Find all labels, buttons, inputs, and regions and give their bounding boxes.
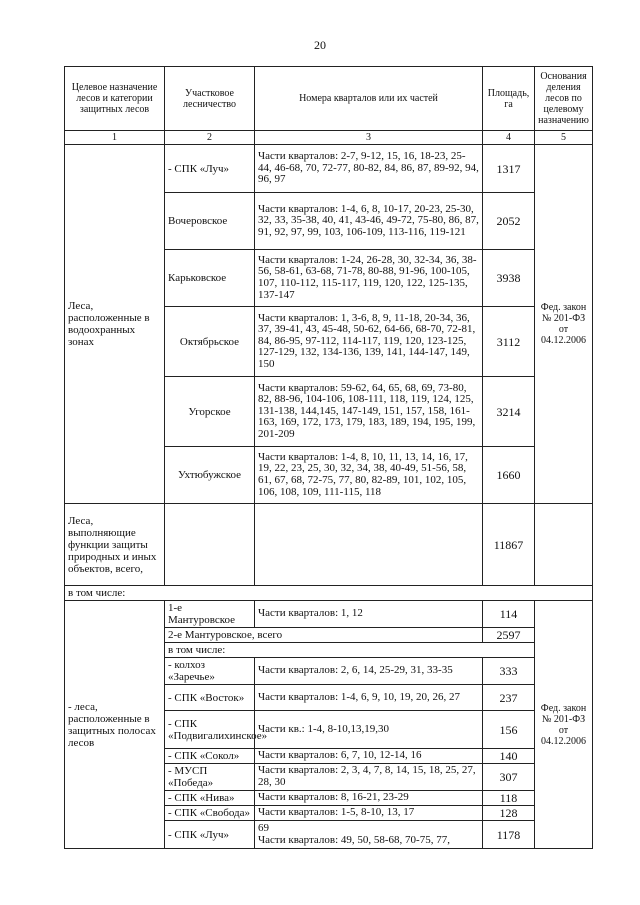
quarters-list: Части кварталов: 1, 12: [255, 601, 483, 628]
header-basis: Основания деления лесов по целевому назначению: [535, 67, 593, 131]
forestry-name: - СПК «Нива»: [165, 791, 255, 806]
including-label: в том числе:: [165, 643, 535, 658]
legal-basis: Фед. закон № 201-ФЗ от 04.12.2006: [535, 145, 593, 504]
area-value: 2052: [483, 193, 535, 250]
quarters-list: Части кварталов: 1-4, 6, 9, 10, 19, 20, 26, 27: [255, 685, 483, 711]
quarters-list: Части кварталов: 8, 16-21, 23-29: [255, 791, 483, 806]
quarters-list: Части кварталов: 6, 7, 10, 12-14, 16: [255, 749, 483, 764]
forestry-name: Октябрьское: [165, 307, 255, 377]
forestry-name: - МУСП «Победа»: [165, 764, 255, 791]
quarters-list: Части кварталов: 1-4, 6, 8, 10-17, 20-23, 25-30, 32, 33, 35-38, 40, 41, 43-46, 49-72, 75-80, 86, 87, 91, 92, 97, 99, 103, 106-109, 113-116, 119-121: [255, 193, 483, 250]
table-row: [65, 586, 593, 601]
quarters-list: Части кварталов: 1, 3-6, 8, 9, 11-18, 20-34, 36, 37, 39-41, 43, 45-48, 50-62, 64-66, 68-70, 72-81, 84, 86-95, 97-112, 114-117, 119, 120, 123-125, 127-129, 132, 134-136, 139, 141, 144-147, 149, 150: [255, 307, 483, 377]
quarters-list: Части кварталов: 1-5, 8-10, 13, 17: [255, 806, 483, 821]
including-label: в том числе:: [65, 586, 593, 601]
header-forestry: Участковое лесничество: [165, 67, 255, 131]
column-number: 2: [165, 131, 255, 145]
area-value: 140: [483, 749, 535, 764]
forestry-name: Ухтюбужское: [165, 447, 255, 504]
forest-allocation-table: [64, 66, 593, 849]
page-number: 20: [314, 38, 326, 52]
forestry-name: - колхоз «Заречье»: [165, 658, 255, 685]
area-value: 1317: [483, 145, 535, 193]
area-value: 3938: [483, 250, 535, 307]
table-row: [65, 145, 593, 193]
quarters-list: Части кварталов: 59-62, 64, 65, 68, 69, 73-80, 82, 88-96, 104-106, 108-111, 118, 119, 124, 125, 131-138, 144,145, 147-149, 151, 157, 158, 161-163, 169, 172, 173, 179, 183, 189, 194, 195, 199, 201-209: [255, 377, 483, 447]
forestry-name: 2-е Мантуровское, всего: [165, 628, 483, 643]
category-water-protection: Леса, расположенные в водоохранных зонах: [65, 145, 165, 504]
header-quarters: Номера кварталов или их частей: [255, 67, 483, 131]
area-value: 3112: [483, 307, 535, 377]
quarters-list: Части кварталов: 1-24, 26-28, 30, 32-34, 36, 38-56, 58-61, 63-68, 71-78, 80-88, 91-96, 100-105, 107, 110-112, 115-117, 119, 120, 122, 125-135, 137-147: [255, 250, 483, 307]
forestry-name: - СПК «Свобода»: [165, 806, 255, 821]
forestry-name: - СПК «Подвигалихинское»: [165, 711, 255, 749]
column-number: 4: [483, 131, 535, 145]
forestry-name: Вочеровское: [165, 193, 255, 250]
area-value: 333: [483, 658, 535, 685]
area-value: 156: [483, 711, 535, 749]
table-header-row: [65, 67, 593, 131]
quarters-list: Части кв.: 1-4, 8-10,13,19,30: [255, 711, 483, 749]
area-value: 118: [483, 791, 535, 806]
category-protective-strips: - леса, расположенные в защитных полосах лесов: [65, 601, 165, 849]
area-value: 307: [483, 764, 535, 791]
header-area: Площадь, га: [483, 67, 535, 131]
area-value: 1660: [483, 447, 535, 504]
quarters-list: 69 Части кварталов: 49, 50, 58-68, 70-75, 77,: [255, 821, 483, 849]
column-number-row: [65, 131, 593, 145]
forestry-name: - СПК «Луч»: [165, 145, 255, 193]
forestry-name: - СПК «Луч»: [165, 821, 255, 849]
forestry-name: Угорское: [165, 377, 255, 447]
forestry-name: - СПК «Восток»: [165, 685, 255, 711]
quarters-list: Части кварталов: 2-7, 9-12, 15, 16, 18-23, 25-44, 46-68, 70, 72-77, 80-82, 84, 86, 87, 89-92, 94, 96, 97: [255, 145, 483, 193]
category-protective-functions: Леса, выполняющие функции защиты природных и иных объектов, всего,: [65, 504, 165, 586]
legal-basis: Фед. закон № 201-ФЗ от 04.12.2006: [535, 601, 593, 849]
column-number: 5: [535, 131, 593, 145]
quarters-list: Части кварталов: 2, 6, 14, 25-29, 31, 33-35: [255, 658, 483, 685]
forestry-name: - СПК «Сокол»: [165, 749, 255, 764]
area-value: 3214: [483, 377, 535, 447]
quarters-list: Части кварталов: 1-4, 8, 10, 11, 13, 14, 16, 17, 19, 22, 23, 25, 30, 32, 34, 38, 40-49, 51-56, 58, 61, 67, 68, 72-75, 77, 80, 82-89, 101, 102, 105, 106, 108, 109, 111-115, 118: [255, 447, 483, 504]
area-value: 114: [483, 601, 535, 628]
table-row: [65, 504, 593, 586]
forestry-name: 1-е Мантуровское: [165, 601, 255, 628]
column-number: 1: [65, 131, 165, 145]
quarters-list: Части кварталов: 2, 3, 4, 7, 8, 14, 15, 18, 25, 27, 28, 30: [255, 764, 483, 791]
forestry-name: Карьковское: [165, 250, 255, 307]
area-value: 1178: [483, 821, 535, 849]
table-row: [65, 601, 593, 628]
area-total: 11867: [483, 504, 535, 586]
header-purpose: Целевое назначение лесов и категории защитных лесов: [65, 67, 165, 131]
area-value: 237: [483, 685, 535, 711]
area-value: 2597: [483, 628, 535, 643]
column-number: 3: [255, 131, 483, 145]
area-value: 128: [483, 806, 535, 821]
